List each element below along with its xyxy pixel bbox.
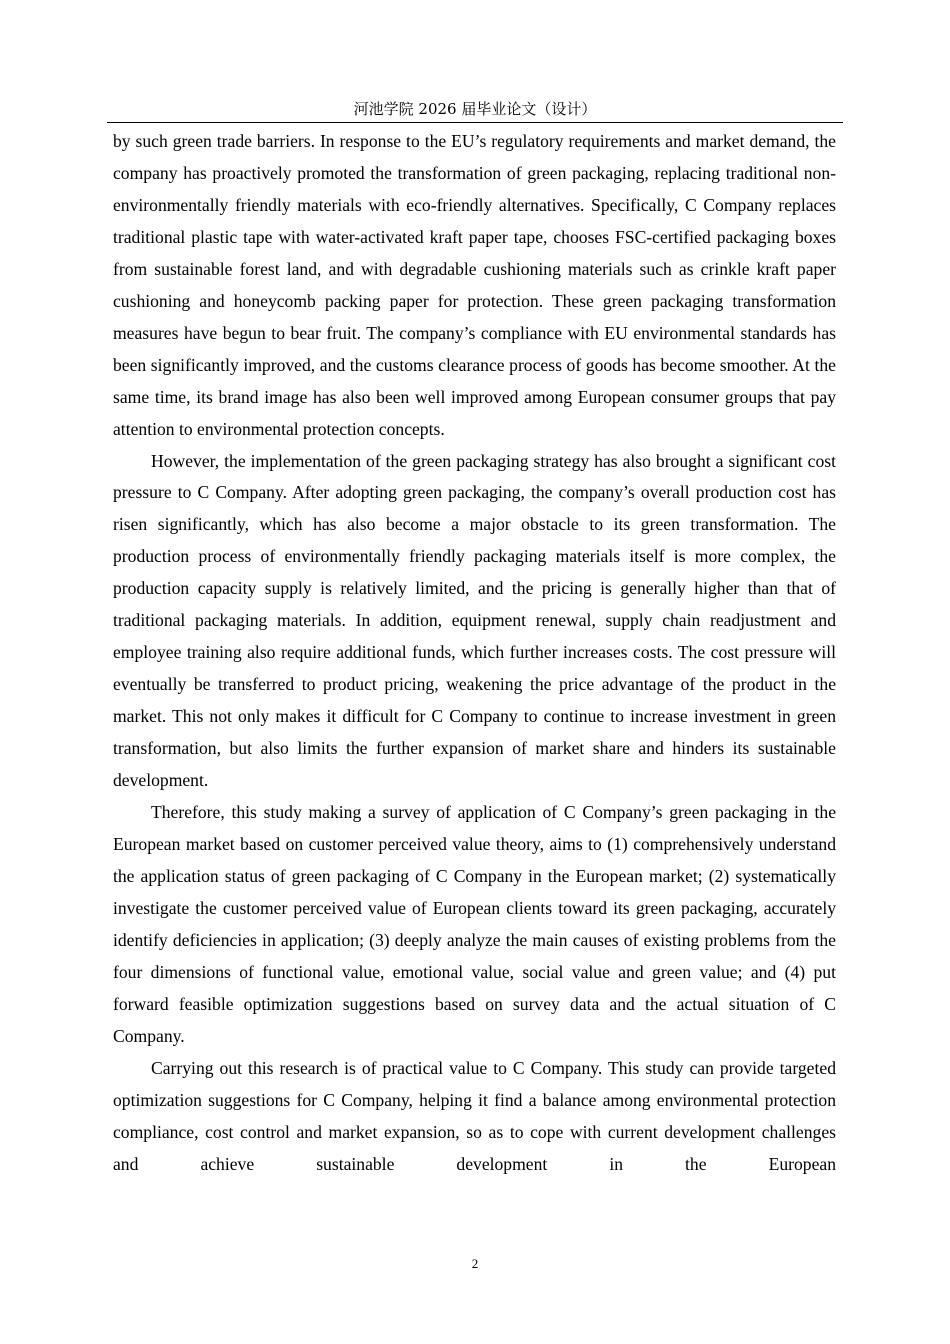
paragraph-cost-pressure: However, the implementation of the green packaging strategy has also brought a significant cost pressure to C Company. After adopting green packaging, the company’s overall production cost has risen significantly, which has also become a major obstacle to its green transformation. The production process of environmentally friendly packaging materials itself is more complex, the production capacity supply is relatively limited, and the pricing is generally higher than that of traditional packaging materials. In addition, equipment renewal, supply chain readjustment and employee training also require additional funds, which further increases costs. The cost pressure will eventually be transferred to product pricing, weakening the price advantage of the product in the market. This not only makes it difficult for C Company to continue to increase investment in green transformation, but also limits the further expansion of market share and hinders its sustainable development. xyxy=(113,450,836,791)
page-header: 河池学院 2026 届毕业论文（设计） xyxy=(107,96,843,123)
paragraph-study-aims: Therefore, this study making a survey of application of C Company’s green packaging in the European market based on customer perceived value theory, aims to (1) comprehensively understand the application status of green packaging of C Company in the European market; (2) systematically investigate the customer perceived value of European clients toward its green packaging, accurately identify deficiencies in application; (3) deeply analyze the main causes of existing problems from the four dimensions of functional value, emotional value, social value and green value; and (4) put forward feasible optimization suggestions based on survey data and the actual situation of C Company. xyxy=(113,802,836,1046)
paragraph-practical-value: Carrying out this research is of practical value to C Company. This study can provide targeted optimization suggestions for C Company, helping it find a balance among environmental protection compliance, cost control and market expansion, so as to cope with current development challenges and achieve sustainable development in the European xyxy=(113,1057,836,1174)
paragraph-green-packaging-transformation: by such green trade barriers. In response to the EU’s regulatory requirements and market demand, the company has proactively promoted the transformation of green packaging, replacing traditional non-environmentally friendly materials with eco-friendly alternatives. Specifically, C Company replaces traditional plastic tape with water-activated kraft paper tape, chooses FSC-certified packaging boxes from sustainable forest land, and with degradable cushioning materials such as crinkle kraft paper cushioning and honeycomb packing paper for protection. These green packaging transformation measures have begun to bear fruit. The company’s compliance with EU environmental standards has been significantly improved, and the customs clearance process of goods has become smoother. At the same time, its brand image has also been well improved among European consumer groups that pay attention to environmental protection concepts. xyxy=(113,131,836,439)
body-text xyxy=(113,126,836,1180)
page-number: 2 xyxy=(471,1256,479,1271)
